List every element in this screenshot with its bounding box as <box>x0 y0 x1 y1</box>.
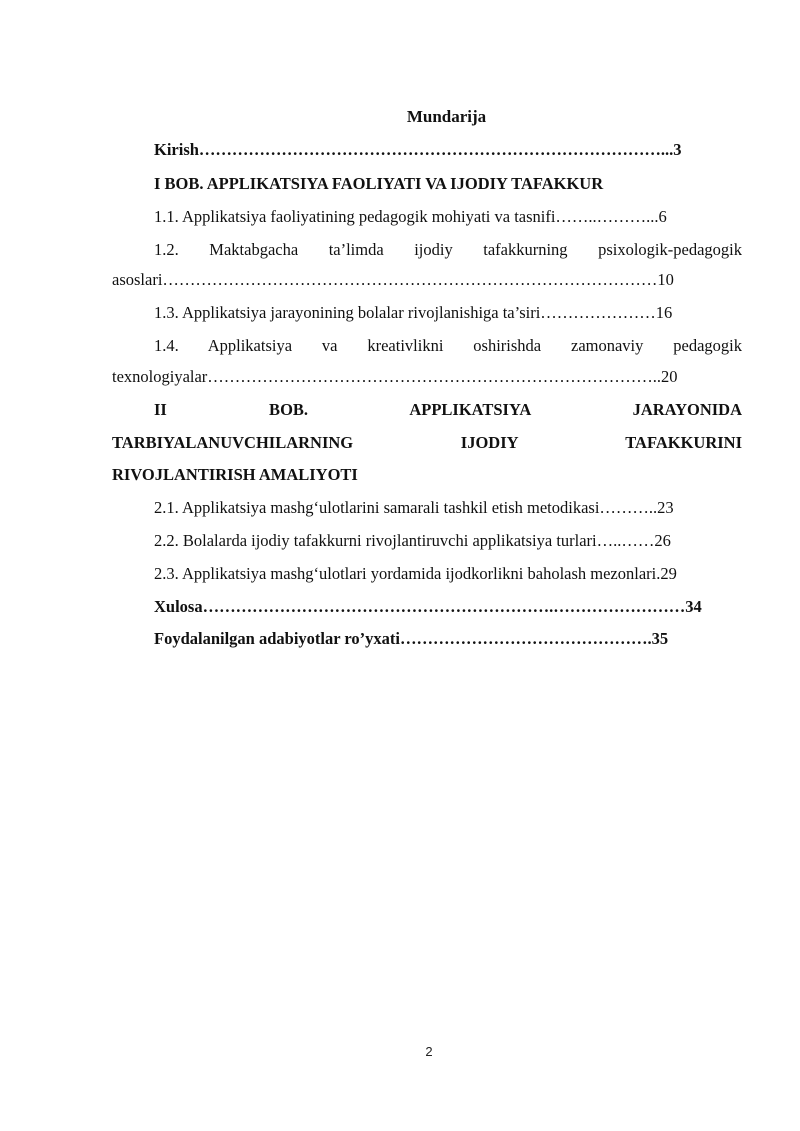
toc-entry-1-2-line2: asoslari………………………………………………………………………………10 <box>112 270 674 289</box>
toc-entry-2-2: 2.2. Bolalarda ijodiy tafakkurni rivojlantiruvchi applikatsiya turlari…..……26 <box>154 531 671 550</box>
toc-chapter-2-heading-line1: II BOB. APPLIKATSIYA JARAYONIDA <box>154 400 742 419</box>
toc-chapter-1-heading: I BOB. APPLIKATSIYA FAOLIYATI VA IJODIY TAFAKKUR <box>154 174 604 193</box>
page-number: 2 <box>425 1044 433 1059</box>
toc-entry-1-4-line2: texnologiyalar………………………………………………………………………..20 <box>112 367 678 386</box>
toc-entry-1-2-line1: 1.2. Maktabgacha ta’limda ijodiy tafakkurning psixologik-pedagogik <box>154 240 742 259</box>
toc-entry-1-4-line1: 1.4. Applikatsiya va kreativlikni oshirishda zamonaviy pedagogik <box>154 336 742 355</box>
toc-entry-intro: Kirish…………………………………………………………………………...3 <box>154 140 682 159</box>
toc-entry-1-3: 1.3. Applikatsiya jarayonining bolalar rivojlanishiga ta’siri…………………16 <box>154 303 673 322</box>
toc-entry-conclusion: Xulosa……………………………………………………….……………………34 <box>154 597 702 616</box>
toc-entry-2-3: 2.3. Applikatsiya mashg‘ulotlari yordamida ijodkorlikni baholash mezonlari.29 <box>154 564 677 583</box>
page-title: Mundarija <box>406 107 487 126</box>
toc-entry-bibliography: Foydalanilgan adabiyotlar ro’yxati……………………………………….35 <box>154 629 669 648</box>
toc-entry-1-1: 1.1. Applikatsiya faoliyatining pedagogik mohiyati va tasnifi……..………...6 <box>154 207 667 226</box>
toc-chapter-2-heading-line3: RIVOJLANTIRISH AMALIYOTI <box>112 465 358 484</box>
toc-chapter-2-heading-line2: TARBIYALANUVCHILARNING IJODIY TAFAKKURINI <box>112 433 742 452</box>
toc-entry-2-1: 2.1. Applikatsiya mashg‘ulotlarini samarali tashkil etish metodikasi………..23 <box>154 498 674 517</box>
